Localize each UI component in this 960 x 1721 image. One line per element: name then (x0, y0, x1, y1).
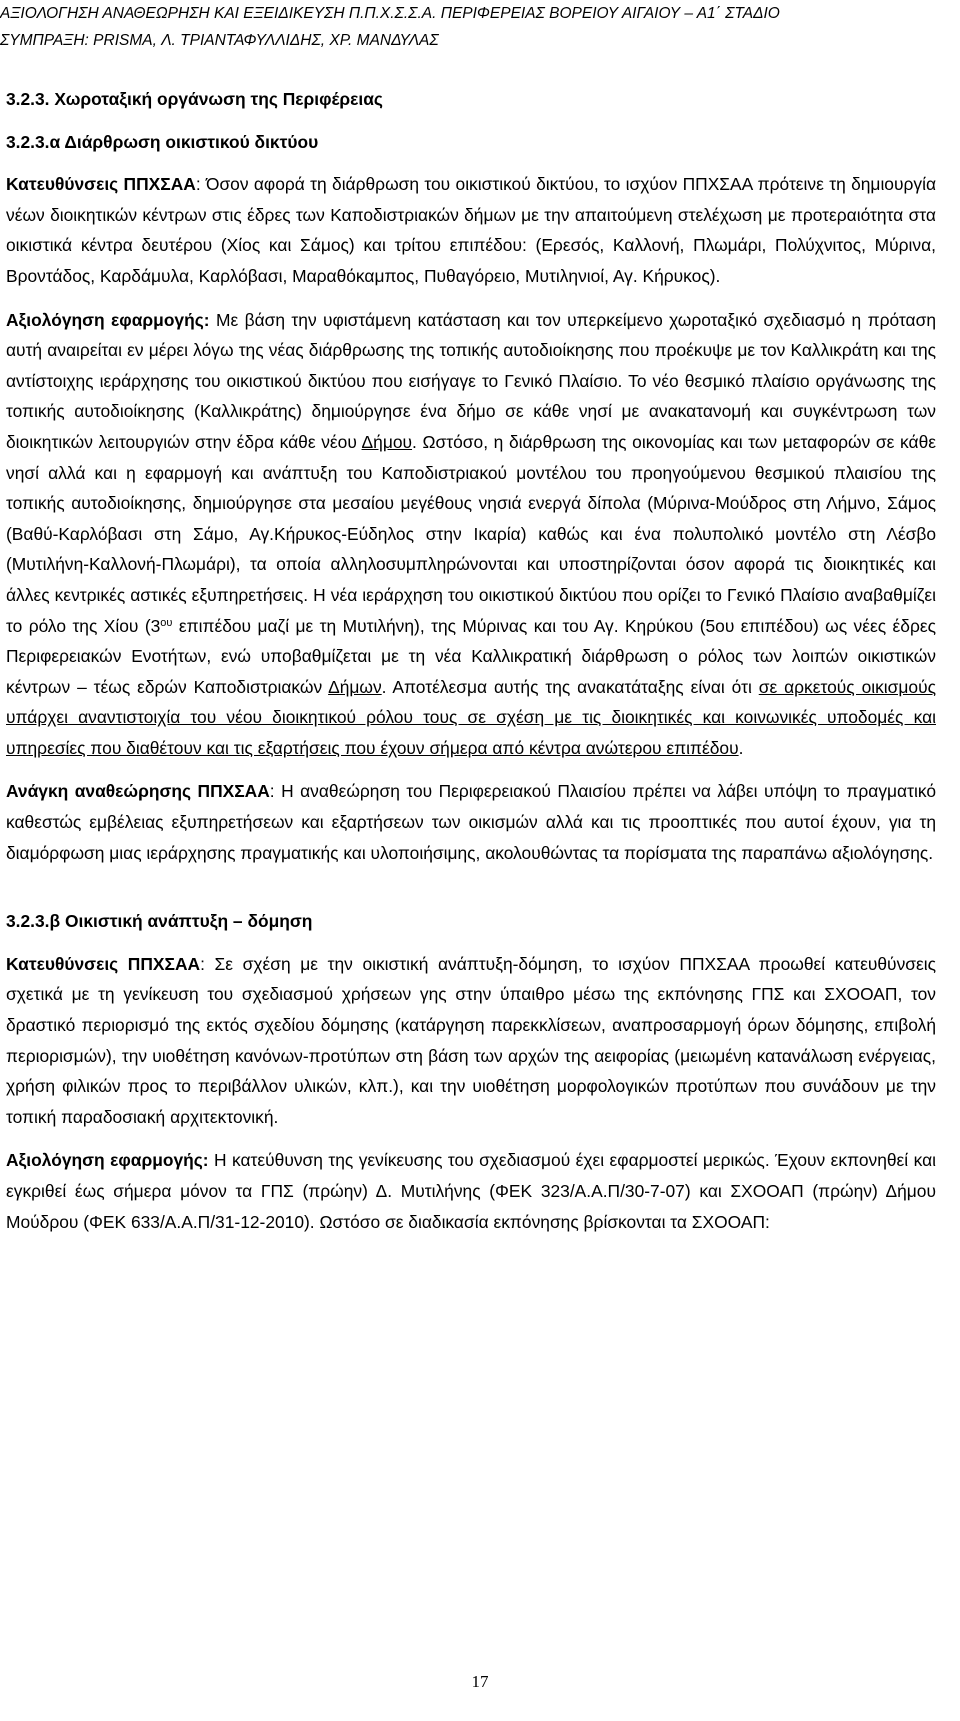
paragraph-text: . (738, 737, 744, 758)
paragraph-label: Αξιολόγηση εφαρμογής: (6, 309, 210, 330)
paragraph-text: : Όσον αφορά τη διάρθρωση του οικιστικού δικτύου, το ισχύον ΠΠΧΣΑΑ πρότεινε τη δημιουργία νέων διοικητικών κέντρων στις έδρες των Καποδιστριακών δήμων με την απαιτούμενη στελέχωση με προτεραιότητα στα οικιστικά κέντρα δευτέρου (Χίος και Σάμος) και τρίτου επιπέδου: (Ερεσός, Καλλονή, Πλωμάρι, Πολύχνιτος, Μύρινα, Βροντάδος, Καρδάμυλα, Καρλόβασι, Μαραθόκαμπος, Πυθαγόρειο, Μυτιληνιοί, Αγ. Κήρυκος). (6, 174, 936, 286)
paragraph-text: Με βάση την υφιστάμενη κατάσταση και τον υπερκείμενο χωροταξικό σχεδιασμό η πρόταση αυτή αναιρείται εν μέρει λόγω της νέας διάρθρωσης της τοπικής αυτοδιοίκησης που προέκυψε με τον Καλλικράτη και της αντίστοιχης ιεράρχησης του οικιστικού δικτύου που εισήγαγε το Γενικό Πλαίσιο. Το νέο θεσμικό πλαίσιο οργάνωσης της τοπικής αυτοδιοίκησης (Καλλικράτης) δημιούργησε ένα δήμο σε κάθε νησί με ανακατανομή και συγκέντρωση των διοικητικών λειτουργιών στην έδρα κάθε νέου (6, 309, 936, 452)
paragraph-revision-need (6, 776, 936, 868)
header-authors-line: ΣΥΜΠΡΑΞΗ: PRISMA, Λ. ΤΡΙΑΝΤΑΦΥΛΛΙΔΗΣ, ΧΡ. ΜΑΝΔΥΛΑΣ (0, 32, 439, 49)
superscript: ου (160, 616, 173, 629)
underlined-word: Δήμου (361, 431, 413, 452)
paragraph-text: . Ωστόσο, η διάρθρωση της οικονομίας και των μεταφορών σε κάθε νησί αλλά και η εφαρμογή και ανάπτυξη του Καποδιστριακού μοντέλου του προηγούμενου θεσμικού πλαισίου της τοπικής αυτοδιοίκησης, δημιούργησε στα μεσαίου μεγέθους νησιά ενεργά δίπολα (Μύρινα-Μούδρος στη Λήμνο, Σάμος (Βαθύ-Καρλόβασι στη Σάμο, Αγ.Κήρυκος-Εύδηλος στην Ικαρία) καθώς και ένα πολυπολικό μοντέλο στη Λέσβο (Μυτιλήνη-Καλλονή-Πλωμάρι), τα οποία αλληλοσυμπληρώνονται και υποστηρίζονται όσον αφορά τις διοικητικές και άλλες κεντρικές αστικές εξυπηρετήσεις. Η νέα ιεράρχηση του οικιστικού δικτύου που ορίζει το Γενικό Πλαίσιο αναβαθμίζει το ρόλο της Χίου (3 (6, 431, 937, 636)
paragraph-directions-a (6, 169, 936, 291)
page-number: 17 (471, 1672, 489, 1691)
paragraph-text: : Σε σχέση με την οικιστική ανάπτυξη-δόμηση, το ισχύον ΠΠΧΣΑΑ προωθεί κατευθύνσεις σχετικά με τη γενίκευση του σχεδιασμού χρήσεων γης στην ύπαιθρο μέσω της εκπόνησης ΓΠΣ και ΣΧΟΟΑΠ, τον δραστικό περιορισμό της εκτός σχεδίου δόμησης (κατάργηση παρεκκλίσεων, αναπροσαρμογή όρων δόμησης, επιβολή περιορισμών), την υιοθέτηση κανόνων-προτύπων στη βάση των αρχών της αειφορίας (μειωμένη κατανάλωση ενέργειας, χρήση φιλικών προς το περιβάλλον υλικών, κλπ.), και την υιοθέτηση μορφολογικών προτύπων που συνάδουν με την τοπική παραδοσιακή αρχιτεκτονική. (6, 953, 936, 1127)
paragraph-text: Η κατεύθυνση της γενίκευσης του σχεδιασμού έχει εφαρμοστεί μερικώς. Έχουν εκπονηθεί και εγκριθεί έως σήμερα μόνον τα ΓΠΣ (πρώην) Δ. Μυτιλήνης (ΦΕΚ 323/Α.Α.Π/30-7-07) και ΣΧΟΟΑΠ (πρώην) Δήμου Μούδρου (ΦΕΚ 633/Α.Α.Π/31-12-2010). Ωστόσο σε διαδικασία εκπόνησης βρίσκονται τα ΣΧΟΟΑΠ: (6, 1150, 936, 1232)
paragraph-text: επιπέδου μαζί με τη Μυτιλήνη), της Μύρινας και του Αγ. Κηρύκου (5ου επιπέδου) ως νέες έδρες Περιφερειακών Ενοτήτων, ενώ υποβαθμίζεται με τη νέα Καλλικρατική διάρθρωση ο ρόλος των λοιπών οικιστικών κέντρων – τέως εδρών Καποδιστριακών (6, 615, 936, 697)
paragraph-label: Κατευθύνσεις ΠΠΧΣΑΑ (6, 174, 196, 195)
paragraph-directions-b (6, 949, 936, 1133)
subsection-heading-b: 3.2.3.β Οικιστική ανάπτυξη – δόμηση (6, 911, 313, 932)
underlined-statement: σε αρκετούς οικισμούς υπάρχει αναντιστοιχία του νέου διοικητικού ρόλου τους σε σχέση με τις διοικητικές και κοινωνικές υποδομές και υπηρεσίες που διαθέτουν και τις εξαρτήσεις που έχουν σήμερα από κέντρα ανώτερου επιπέδου (6, 676, 936, 758)
paragraph-label: Κατευθύνσεις ΠΠΧΣΑΑ (6, 953, 201, 974)
header-title-line: ΑΞΙΟΛΟΓΗΣΗ ΑΝΑΘΕΩΡΗΣΗ ΚΑΙ ΕΞΕΙΔΙΚΕΥΣΗ Π.Π.Χ.Σ.Σ.Α. ΠΕΡΙΦΕΡΕΙΑΣ ΒΟΡΕΙΟΥ ΑΙΓΑΙΟΥ – Α1΄ ΣΤΑΔΙΟ (0, 5, 780, 22)
paragraph-evaluation-b (6, 1145, 936, 1237)
paragraph-evaluation-a (6, 305, 936, 764)
paragraph-label: Ανάγκη αναθεώρησης ΠΠΧΣΑΑ (6, 781, 270, 802)
document-body (6, 84, 936, 1250)
subsection-heading-a: 3.2.3.α Διάρθρωση οικιστικού δικτύου (6, 131, 319, 152)
underlined-word: Δήμων (328, 676, 382, 697)
running-header (0, 0, 960, 54)
paragraph-text: : Η αναθεώρηση του Περιφερειακού Πλαισίου πρέπει να λάβει υπόψη το πραγματικό καθεστώς εμβέλειας εξυπηρετήσεων και εξαρτήσεων των οικισμών αλλά και τις προοπτικές που αυτοί έχουν, για τη διαμόρφωση μιας ιεράρχησης πραγματικής και υλοποιήσιμης, ακολουθώντας τα πορίσματα της παραπάνω αξιολόγησης. (6, 781, 937, 863)
paragraph-label: Αξιολόγηση εφαρμογής: (6, 1150, 209, 1171)
section-heading: 3.2.3. Χωροταξική οργάνωση της Περιφέρειας (6, 89, 383, 109)
paragraph-text: . Αποτέλεσμα αυτής της ανακατάταξης είναι ότι (381, 676, 759, 697)
